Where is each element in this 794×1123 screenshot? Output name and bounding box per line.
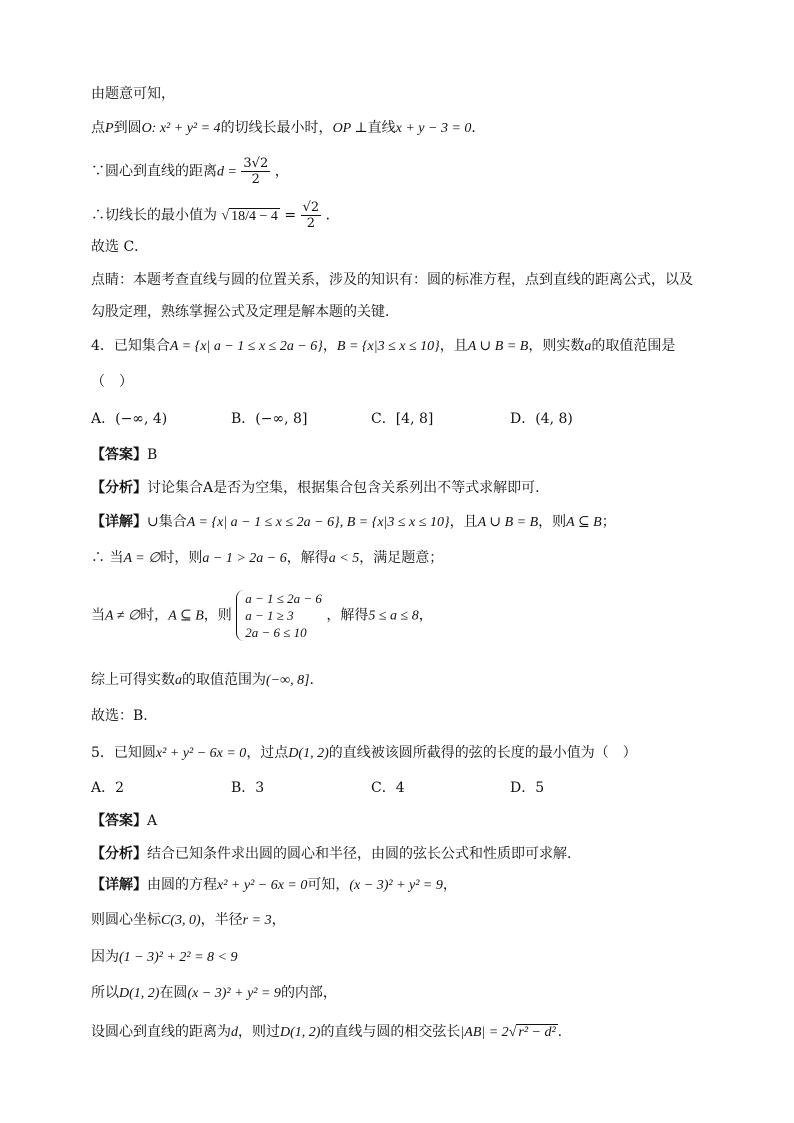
answer-line: 【答案】B: [91, 447, 158, 463]
inequality-system: a − 1 ≤ 2a − 6 a − 1 ≥ 3 2a − 6 ≤ 10: [236, 590, 322, 641]
option-a: A．2: [91, 780, 125, 796]
question-5-stem: 5．已知圆x² + y² − 6x = 0，过点D(1, 2)的直线被该圆所截得的弦的长度的最小值为（ ）: [91, 745, 637, 761]
detail-line: 【详解】由圆的方程x² + y² − 6x = 0可知，(x − 3)² + y² = 9，: [91, 877, 457, 893]
text-line: ∴切线长的最小值为 √ 18/4 − 4 = $\frac{√2}{2}$ ．: [91, 200, 340, 231]
question-4-stem: 4．已知集合A = {x| a − 1 ≤ x ≤ 2a − 6}，B = {x|3 ≤ x ≤ 10}，且A ∪ B = B，则实数a的取值范围是: [91, 338, 676, 354]
fraction: $\frac{√2}{2}$: [302, 200, 320, 231]
option-a: A．(−∞, 4): [91, 411, 168, 427]
option-b: B．3: [231, 780, 265, 796]
text-line: ∵圆心到直线的距离d = $\frac{3√2}{2}$ ，: [91, 156, 289, 187]
detail-line: 所以D(1, 2)在圆(x − 3)² + y² = 9的内部，: [91, 985, 337, 1001]
text-line: 勾股定理，熟练掌握公式及定理是解本题的关键．: [91, 304, 399, 320]
fraction: $\frac{3√2}{2}$: [243, 156, 269, 187]
detail-line: 设圆心到直线的距离为d，则过D(1, 2)的直线与圆的相交弦长|AB| = 2√ r² − d² .: [91, 1024, 563, 1040]
answer-line: 【答案】A: [91, 813, 158, 829]
text-line: 由题意可知，: [91, 86, 175, 102]
detail-line: ∴ 当A = ∅时，则a − 1 > 2a − 6，解得a < 5，满足题意；: [91, 550, 444, 566]
question-4-paren: （ ）: [91, 374, 133, 390]
option-c: C．4: [371, 780, 405, 796]
detail-line: 则圆心坐标C(3, 0)，半径r = 3，: [91, 912, 286, 928]
option-c: C．[4, 8]: [371, 411, 434, 427]
analysis-line: 【分析】讨论集合A是否为空集，根据集合包含关系列出不等式求解即可.: [91, 480, 540, 496]
option-d: D．(4, 8): [510, 411, 573, 427]
analysis-line: 【分析】结合已知条件求出圆的圆心和半径，由圆的弦长公式和性质即可求解.: [91, 846, 572, 862]
choose-line: 故选：B.: [91, 708, 148, 724]
detail-line: 【详解】∪集合A = {x| a − 1 ≤ x ≤ 2a − 6}, B = {x|3 ≤ x ≤ 10}，且A ∪ B = B，则A ⊆ B；: [91, 514, 616, 530]
detail-line: 因为(1 − 3)² + 2² = 8 < 9: [91, 949, 238, 965]
text-line: 故选 C．: [91, 239, 149, 255]
text-line: 点睛：本题考查直线与圆的位置关系，涉及的知识有：圆的标准方程，点到直线的距离公式，以及: [91, 272, 693, 288]
summary-line: 综上可得实数a的取值范围为(−∞, 8].: [91, 672, 314, 688]
option-b: B．(−∞, 8]: [231, 411, 308, 427]
detail-line: 当A ≠ ∅时，A ⊆ B，则 a − 1 ≤ 2a − 6 a − 1 ≥ 3 2a − 6 ≤ 10 ，解得5 ≤ a ≤ 8，: [91, 591, 433, 640]
option-d: D．5: [510, 780, 545, 796]
text-line: 点P到圆O: x² + y² = 4的切线长最小时，OP ⊥直线x + y − 3 = 0．: [91, 120, 486, 136]
